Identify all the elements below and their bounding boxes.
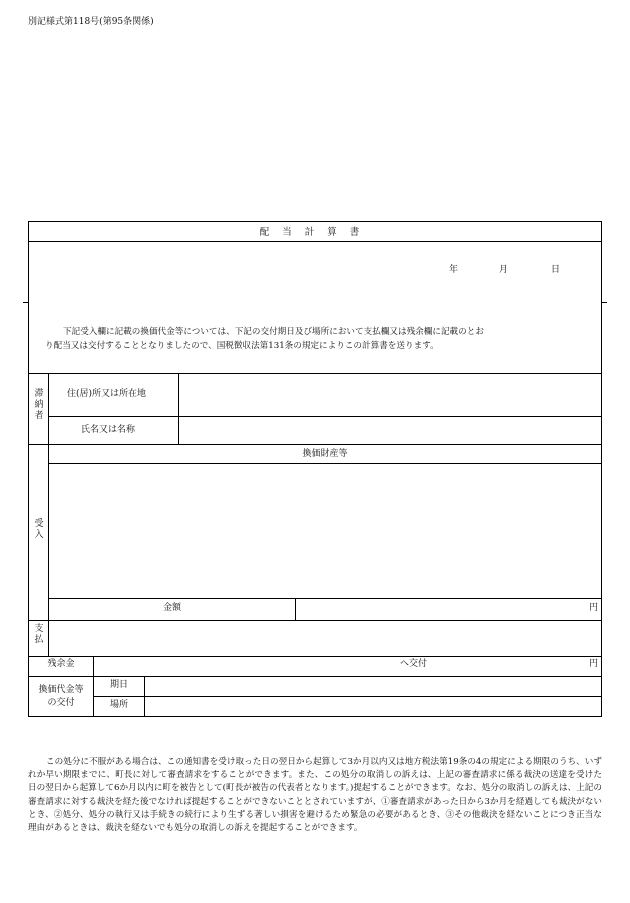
distribution-statement-form xyxy=(28,221,602,717)
name-label: 氏名又は名称 xyxy=(81,425,136,435)
address-field[interactable] xyxy=(179,374,601,416)
property-field[interactable] xyxy=(49,464,601,597)
surplus-yen-label: 円 xyxy=(589,659,599,669)
receipt-section-label: 受入 xyxy=(34,519,44,540)
payment-section-label: 支払 xyxy=(34,624,44,645)
delivery-label-line1: 換価代金等 xyxy=(38,685,84,695)
delivery-date-field[interactable] xyxy=(145,677,601,696)
amount-field[interactable] xyxy=(296,599,601,620)
date-year-label: 年 xyxy=(449,265,459,275)
name-field[interactable] xyxy=(179,417,601,444)
amount-label: 金額 xyxy=(162,603,182,613)
margin-tick-right xyxy=(602,302,607,303)
intro-text: 下記受入欄に記載の換価代金等については、下記の交付期日及び場所において支払欄又は残余欄に記載のとおり配当又は交付することとなりましたので、国税徴収法第131条の規定によりこの計算書を送ります。 xyxy=(45,327,484,351)
receipt-top-line xyxy=(29,444,601,445)
title-divider xyxy=(29,241,601,242)
payment-field[interactable] xyxy=(49,621,601,656)
delivery-date-label: 期日 xyxy=(110,680,129,690)
taxpayer-label-divider xyxy=(48,373,49,444)
surplus-field[interactable] xyxy=(94,657,601,676)
amount-yen-label: 円 xyxy=(589,603,599,613)
surplus-delivery-label: へ交付 xyxy=(400,659,428,669)
taxpayer-section-label: 滞納者 xyxy=(34,389,44,421)
appeal-notice: この処分に不服がある場合は、この通知書を受け取った日の翌日から起算して3か月以内又は地方税法第19条の4の規定による期限のうち、いずれか早い期限までに、町長に対して審査請求をすることができます。また、この処分の取消しの訴えは、上記の審査請求に係る裁決の送達を受けた日の翌日から起算して6か月以内に町を被告として(町長が被告の代表者となります。)提起することができます。なお、処分の取消しの訴えは、上記の審査請求に対する裁決を経た後でなければ提起することができないこととされていますが、①審査請求があった日から3か月を経過しても裁決がないとき、②処分、処分の執行又は手続きの続行により生ずる著しい損害を避けるため緊急の必要があるとき、③その他裁決を経ないことにつき正当な理由があるときは、裁決を経ないでも処分の取消しの訴えを提起することができます。 xyxy=(28,757,602,834)
property-header: 換価財産等 xyxy=(302,449,348,459)
form-title: 配当計算書 xyxy=(259,227,373,238)
address-label: 住(居)所又は所在地 xyxy=(67,389,147,399)
date-month-label: 月 xyxy=(499,265,509,275)
surplus-label: 残余金 xyxy=(47,659,75,669)
delivery-place-field[interactable] xyxy=(145,697,601,716)
form-number-label: 別記様式第118号(第95条関係) xyxy=(28,17,154,27)
delivery-place-label: 場所 xyxy=(110,700,129,710)
date-day-label: 日 xyxy=(551,265,561,275)
delivery-label-line2: の交付 xyxy=(47,698,75,708)
